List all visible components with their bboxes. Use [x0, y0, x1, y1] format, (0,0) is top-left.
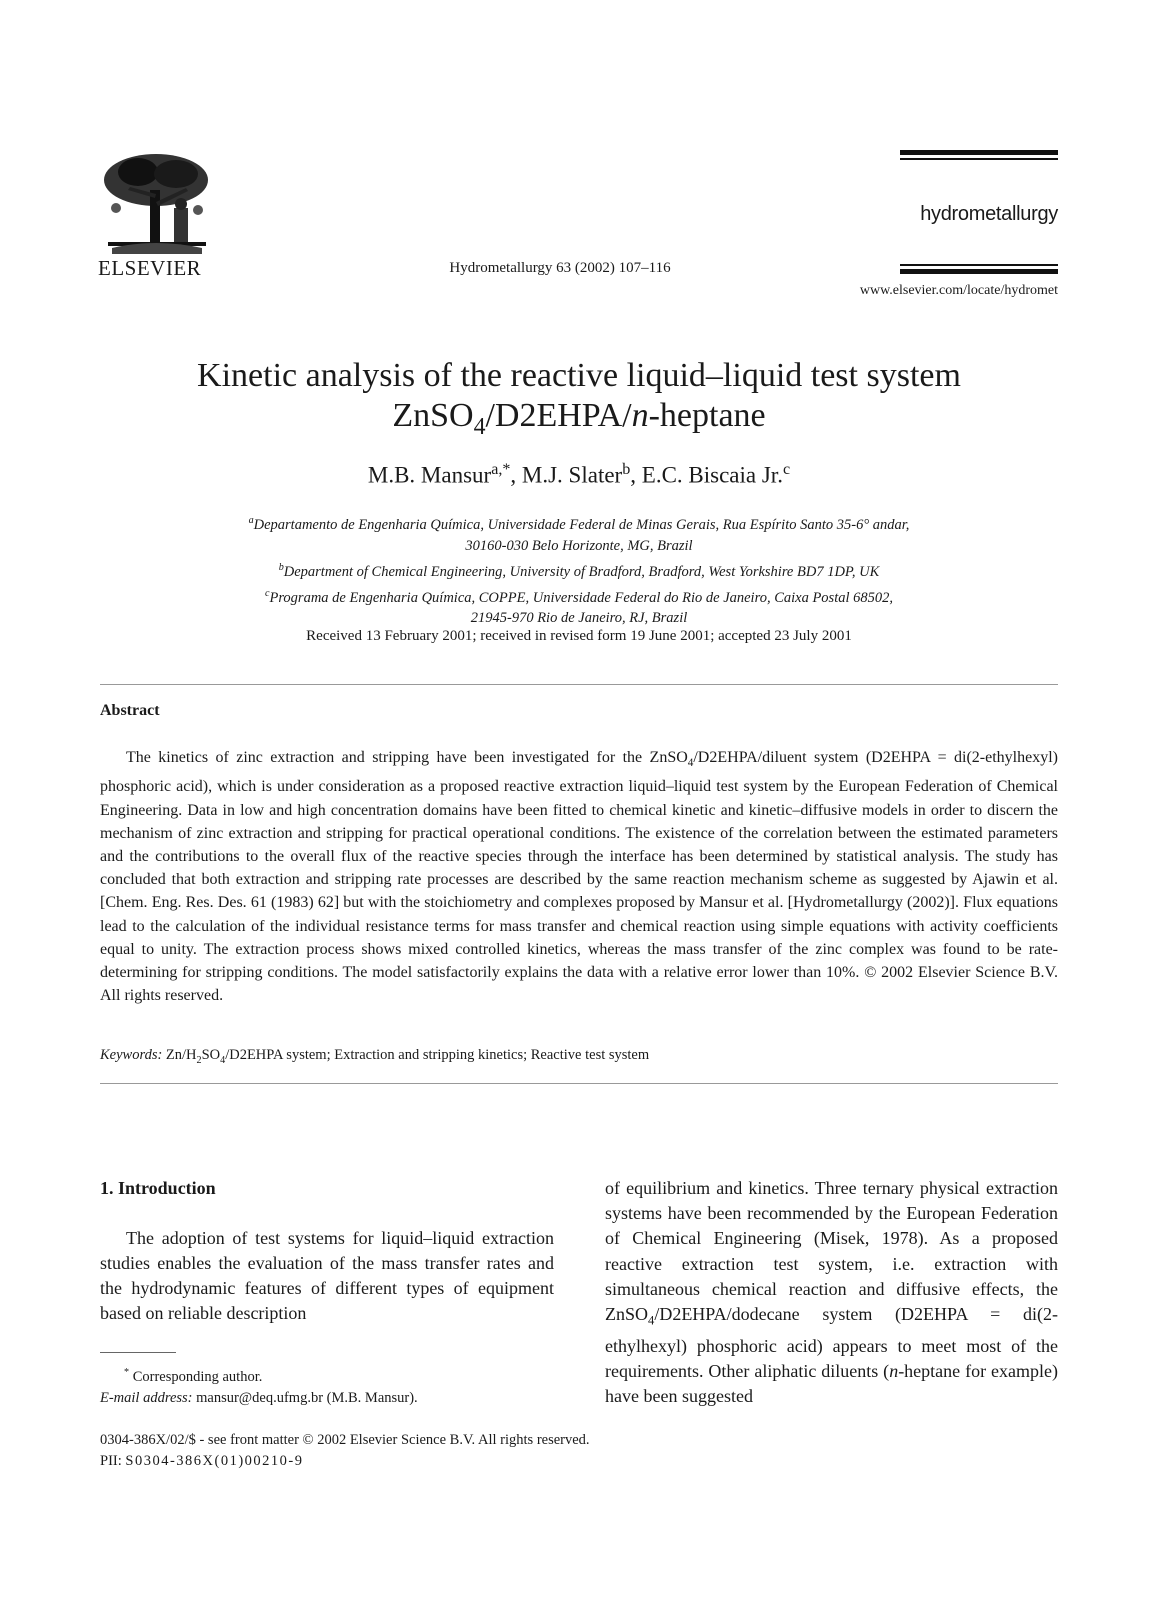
title-formula-rest: /D2EHPA/ [485, 397, 632, 434]
footnote [100, 1362, 554, 1409]
pii-label: PII: [100, 1453, 126, 1469]
affiliation-mark: a [248, 515, 254, 526]
title-subscript: 4 [473, 413, 486, 440]
keywords [100, 1047, 1058, 1066]
pii-line [100, 1451, 800, 1472]
abstract-text: The kinetics of zinc extraction and stripping have been investigated for the ZnSO [126, 749, 688, 766]
affiliation-mark: b [278, 561, 284, 573]
abstract-body [100, 746, 1058, 1007]
author-affiliation-mark: b [622, 461, 631, 478]
article-dates: Received 13 February 2001; received in revised form 19 June 2001; accepted 23 July 2001 [306, 628, 852, 644]
abstract-text-rest: /D2EHPA/diluent system (D2EHPA = di(2-ethylhexyl) phosphoric acid), which is under consideration as a proposed reactive extraction liquid–liquid test system by the European Federation of Chemical Engineering. Data in low and high concentration domains have been fitted to chemical kinetic and kinetic–diffusive models in order to discern the mechanism of zinc extraction and stripping for practical operational conditions. The existence of the correlation between the estimated parameters and the contributions to the overall flux of the reactive species through the interface has been determined by statistical analysis. The study has concluded that both extraction and stripping rate processes are described by the same reaction mechanism scheme as suggested by Ajawin et al. [Chem. Eng. Res. Des. 61 (1983) 62] but with the stoichiometry and complexes proposed by Mansur et al. [Hydrometallurgy (2002)]. Flux equations lead to the calculation of the individual resistance terms for mass transfer and chemical reaction using simple equations with activity coefficients equal to unity. The extraction process shows mixed controlled kinetics, whereas the mass transfer of the zinc complex was found to be rate-determining for stripping conditions. The model satisfactorily explains the data with a relative error lower than 10%. © 2002 Elsevier Science B.V. All rights reserved. [100, 749, 1058, 1005]
keywords-subscript: 4 [220, 1054, 226, 1066]
footnote-corresponding [124, 1362, 554, 1388]
copyright-line: 0304-386X/02/$ - see front matter © 2002 Elsevier Science B.V. All rights reserved. [100, 1432, 590, 1448]
footnote-mark: * [124, 1367, 130, 1378]
title-line-1: Kinetic analysis of the reactive liquid–liquid test system [197, 357, 961, 394]
author-affiliation-mark: a,* [491, 461, 511, 478]
affiliation-b [100, 557, 1058, 583]
email-address[interactable]: mansur@deq.ufmg.br (M.B. Mansur). [196, 1389, 418, 1406]
title-italic: n [631, 397, 649, 434]
title-line-2 [100, 396, 1058, 447]
title-end: -heptane [648, 397, 766, 434]
keywords-text: Zn/H [162, 1047, 197, 1063]
keywords-text: /D2EHPA system; Extraction and stripping kinetics; Reactive test system [225, 1047, 650, 1063]
author: E.C. Biscaia Jr. [641, 462, 783, 488]
affiliation-mark: c [264, 587, 270, 599]
body-text: -heptane for example) have been suggested [605, 1361, 1058, 1407]
keywords-label: Keywords: [100, 1047, 163, 1063]
article-title [100, 356, 1058, 447]
keywords-text: SO [201, 1047, 221, 1063]
body-column-right [605, 1176, 1058, 1409]
journal-citation: Hydrometallurgy 63 (2002) 107–116 [449, 260, 671, 276]
body-italic: n [889, 1361, 899, 1382]
pii-value: S0304-386X(01)00210-9 [125, 1453, 304, 1469]
journal-rule-top [900, 150, 1058, 160]
author: M.J. Slater [521, 462, 623, 488]
page-footer [100, 1430, 800, 1472]
journal-name: hydrometallurgy [920, 203, 1058, 225]
affiliation-a [100, 510, 1058, 536]
abstract-heading: Abstract [100, 702, 160, 719]
journal-url[interactable]: www.elsevier.com/locate/hydromet [859, 283, 1058, 298]
publisher-name: ELSEVIER [98, 256, 202, 280]
email-label: E-mail address: [100, 1389, 193, 1406]
affiliation-text: Departamento de Engenharia Química, Universidade Federal de Minas Gerais, Rua Espírito Santo 35-6° andar, [253, 516, 910, 533]
affiliation-a-line2: 30160-030 Belo Horizonte, MG, Brazil [465, 537, 693, 554]
footnote-email [100, 1388, 554, 1409]
keywords-subscript: 2 [196, 1054, 202, 1066]
abstract-subscript: 4 [687, 757, 694, 770]
journal-rule-bottom [900, 264, 1058, 274]
section-heading-introduction: 1. Introduction [100, 1178, 216, 1198]
title-formula: ZnSO [392, 397, 474, 434]
footnote-rule [100, 1352, 176, 1353]
affiliation-text: Programa de Engenharia Química, COPPE, Universidade Federal do Rio de Janeiro, Caixa Postal 68502, [269, 589, 894, 606]
body-text: /D2EHPA/dodecane system (D2EHPA = di(2-ethylhexyl) phosphoric acid) appears to meet most of the requirements. Other aliphatic diluents ( [605, 1304, 1058, 1382]
footnote-text: Corresponding author. [132, 1368, 263, 1385]
affiliation-c [100, 583, 1058, 609]
affiliation-text: Department of Chemical Engineering, University of Bradford, Bradford, West Yorkshire BD7 1DP, UK [283, 563, 880, 580]
author-affiliation-mark: c [782, 461, 791, 478]
author-list: M.B. Mansur$^{a,*}$, M.J. Slater$^b$, E.C. Biscaia Jr.$^c$ [367, 461, 791, 488]
divider-bottom [100, 1083, 1058, 1084]
body-column-left: The adoption of test systems for liquid–liquid extraction studies enables the evaluation of the mass transfer rates and the hydrodynamic features of different types of equipment based on reliable description [100, 1228, 554, 1323]
body-subscript: 4 [648, 1313, 655, 1328]
divider-top [100, 684, 1058, 685]
affiliations [100, 510, 1058, 629]
affiliation-c-line2: 21945-970 Rio de Janeiro, RJ, Brazil [470, 610, 688, 627]
author: M.B. Mansur [367, 462, 492, 488]
body-text: of equilibrium and kinetics. Three ternary physical extraction systems have been recommended by the European Federation of Chemical Engineering (Misek, 1978). As a proposed reactive extraction test system, i.e. extraction with simultaneous chemical reaction and diffusive effects, the ZnSO [605, 1178, 1058, 1325]
